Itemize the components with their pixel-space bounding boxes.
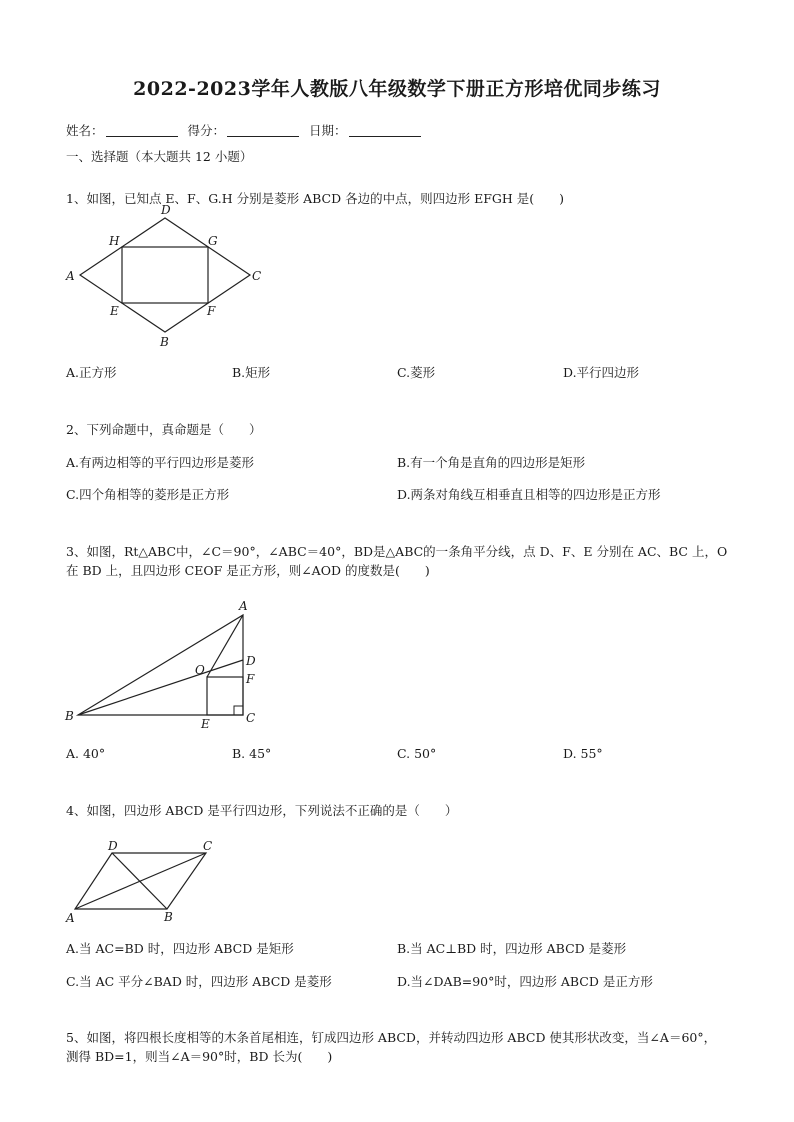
q3-option-a[interactable]: A. 40° [66, 746, 106, 761]
q3-triangle [78, 615, 243, 715]
q1-option-b[interactable]: B.矩形 [232, 365, 271, 380]
q1-option-a[interactable]: A.正方形 [66, 365, 117, 380]
q3-square-CEOF [207, 677, 243, 715]
q1-stem: 1、如图，已知点 E、F、G.H 分别是菱形 ABCD 各边的中点，则四边形 EFGH 是( ) [66, 191, 564, 206]
q5-stem-line2: 测得 BD=1，则当∠A＝90°时，BD 长为( ) [66, 1049, 333, 1064]
q1-label-B: B [160, 335, 169, 349]
q1-figure [60, 200, 270, 350]
q4-label-A: A [66, 911, 75, 925]
page-title: 2022-2023学年人教版八年级数学下册正方形培优同步练习 [133, 78, 661, 100]
q4-label-B: B [164, 910, 173, 924]
q3-figure [60, 595, 270, 735]
q2-option-a[interactable]: A.有两边相等的平行四边形是菱形 [66, 455, 255, 470]
q4-label-C: C [203, 839, 213, 853]
name-blank[interactable] [106, 124, 178, 137]
q1-label-F: F [207, 304, 216, 318]
q1-label-A: A [66, 269, 75, 283]
score-blank[interactable] [227, 124, 299, 137]
q3-stem-line1: 3、如图，Rt△ABC中，∠C＝90°，∠ABC＝40°，BD是△ABC的一条角平分线，点 D、F、E 分别在 AC、BC 上，O [66, 544, 728, 559]
q3-label-D: D [246, 654, 256, 668]
q1-label-C: C [252, 269, 262, 283]
name-label: 姓名： [66, 123, 104, 138]
info-row [66, 122, 427, 140]
q3-option-c[interactable]: C. 50° [397, 746, 437, 761]
q1-label-G: G [208, 234, 218, 248]
q4-label-D: D [108, 839, 118, 853]
q3-right-angle-mark [234, 706, 243, 715]
q4-option-c[interactable]: C.当 AC 平分∠BAD 时，四边形 ABCD 是菱形 [66, 974, 332, 989]
q4-option-d[interactable]: D.当∠DAB=90°时，四边形 ABCD 是正方形 [397, 974, 653, 989]
section-heading: 一、选择题（本大题共 12 小题） [66, 149, 253, 164]
q1-label-E: E [110, 304, 119, 318]
q3-bisector-BD [78, 660, 243, 715]
q3-label-F: F [246, 672, 255, 686]
q4-diagonal-BD [112, 853, 167, 909]
q2-stem: 2、下列命题中，真命题是（ ） [66, 422, 262, 437]
score-label: 得分： [187, 123, 226, 138]
q4-figure [60, 835, 220, 930]
q3-label-C: C [246, 711, 256, 725]
q3-segment-AO [207, 615, 243, 677]
q3-option-d[interactable]: D. 55° [563, 746, 603, 761]
q3-label-O: O [195, 663, 205, 677]
q2-option-c[interactable]: C.四个角相等的菱形是正方形 [66, 487, 230, 502]
q2-option-b[interactable]: B.有一个角是直角的四边形是矩形 [397, 455, 586, 470]
q1-label-D: D [161, 203, 171, 217]
q3-option-b[interactable]: B. 45° [232, 746, 272, 761]
date-label: 日期： [309, 123, 347, 138]
q1-rectangle [122, 247, 208, 303]
q5-stem-line1: 5、如图，将四根长度相等的木条首尾相连，钉成四边形 ABCD，并转动四边形 ABCD 使其形状改变，当∠A＝60°， [66, 1030, 717, 1045]
q4-stem: 4、如图，四边形 ABCD 是平行四边形，下列说法不正确的是（ ） [66, 803, 458, 818]
q3-stem-line2: 在 BD 上，且四边形 CEOF 是正方形，则∠AOD 的度数是( ) [66, 563, 430, 578]
q4-option-a[interactable]: A.当 AC=BD 时，四边形 ABCD 是矩形 [66, 941, 294, 956]
date-blank[interactable] [349, 124, 421, 137]
q1-option-c[interactable]: C.菱形 [397, 365, 436, 380]
q3-label-B: B [65, 709, 74, 723]
q1-option-d[interactable]: D.平行四边形 [563, 365, 640, 380]
q1-label-H: H [109, 234, 120, 248]
q3-label-A: A [239, 599, 248, 613]
q4-option-b[interactable]: B.当 AC⊥BD 时，四边形 ABCD 是菱形 [397, 941, 627, 956]
q3-label-E: E [201, 717, 210, 731]
q2-option-d[interactable]: D.两条对角线互相垂直且相等的四边形是正方形 [397, 487, 661, 502]
q1-rhombus [80, 218, 250, 332]
